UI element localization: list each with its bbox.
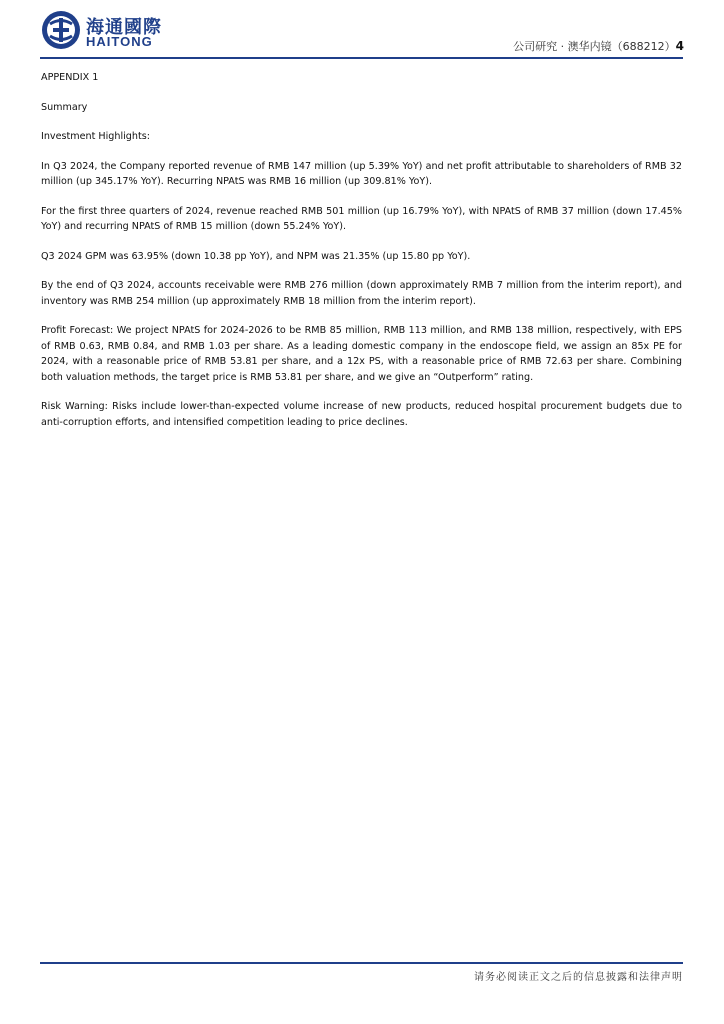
receivables-paragraph: By the end of Q3 2024, accounts receivable were RMB 276 million (down approximately RMB 7 million from the interim report), and inventory was RMB 254 million (up approximately RMB 18 million from the interim report). [41, 280, 682, 307]
page-number: 4 [675, 39, 684, 53]
highlights-heading: Investment Highlights: [41, 131, 150, 142]
q3-results-paragraph: In Q3 2024, the Company reported revenue of RMB 147 million (up 5.39% YoY) and net profit attributable to shareholders of RMB 32 million (up 345.17% YoY). Recurring NPAtS was RMB 16 million (up 309.81% YoY). [41, 160, 682, 187]
logo-english-name: HAITONG [86, 34, 153, 49]
appendix-heading: APPENDIX 1 [41, 72, 99, 83]
risk-warning-paragraph: Risk Warning: Risks include lower-than-expected volume increase of new products, reduced hospital procurement budgets due to anti-corruption efforts, and intensified competition leading to price declines. [41, 401, 682, 428]
report-header-label [513, 38, 684, 54]
footer-disclaimer: 请务必阅读正文之后的信息披露和法律声明 [474, 972, 683, 983]
page-header [0, 0, 724, 62]
header-divider [40, 57, 683, 59]
margin-paragraph: Q3 2024 GPM was 63.95% (down 10.38 pp YoY), and NPM was 21.35% (up 15.80 pp YoY). [41, 250, 471, 262]
profit-forecast-paragraph: Profit Forecast: We project NPAtS for 2024-2026 to be RMB 85 million, RMB 113 million, and RMB 138 million, respectively, with EPS of RMB 0.63, RMB 0.84, and RMB 1.03 per share. As a leading domestic company in the endoscope field, we assign an 85x PE for 2024, with a reasonable price of RMB 53.81 per share, and a 12x PS, with a reasonable price of RMB 72.63 per share. Combining both valuation methods, the target price is RMB 53.81 per share, and we give an “Outperform” rating. [41, 325, 682, 383]
three-quarters-paragraph: For the first three quarters of 2024, revenue reached RMB 501 million (up 16.79% YoY), with NPAtS of RMB 37 million (down 17.45% YoY) and recurring NPAtS of RMB 15 million (down 55.24% YoY). [41, 205, 682, 232]
summary-heading: Summary [41, 101, 88, 113]
footer-divider [40, 962, 683, 964]
logo-chinese-name: 海通國際 [86, 17, 162, 38]
report-label: 公司研究 · 澳华内镜（688212） [513, 40, 676, 53]
haitong-emblem-icon [40, 9, 82, 51]
haitong-logo [40, 9, 170, 51]
report-body [41, 70, 682, 444]
